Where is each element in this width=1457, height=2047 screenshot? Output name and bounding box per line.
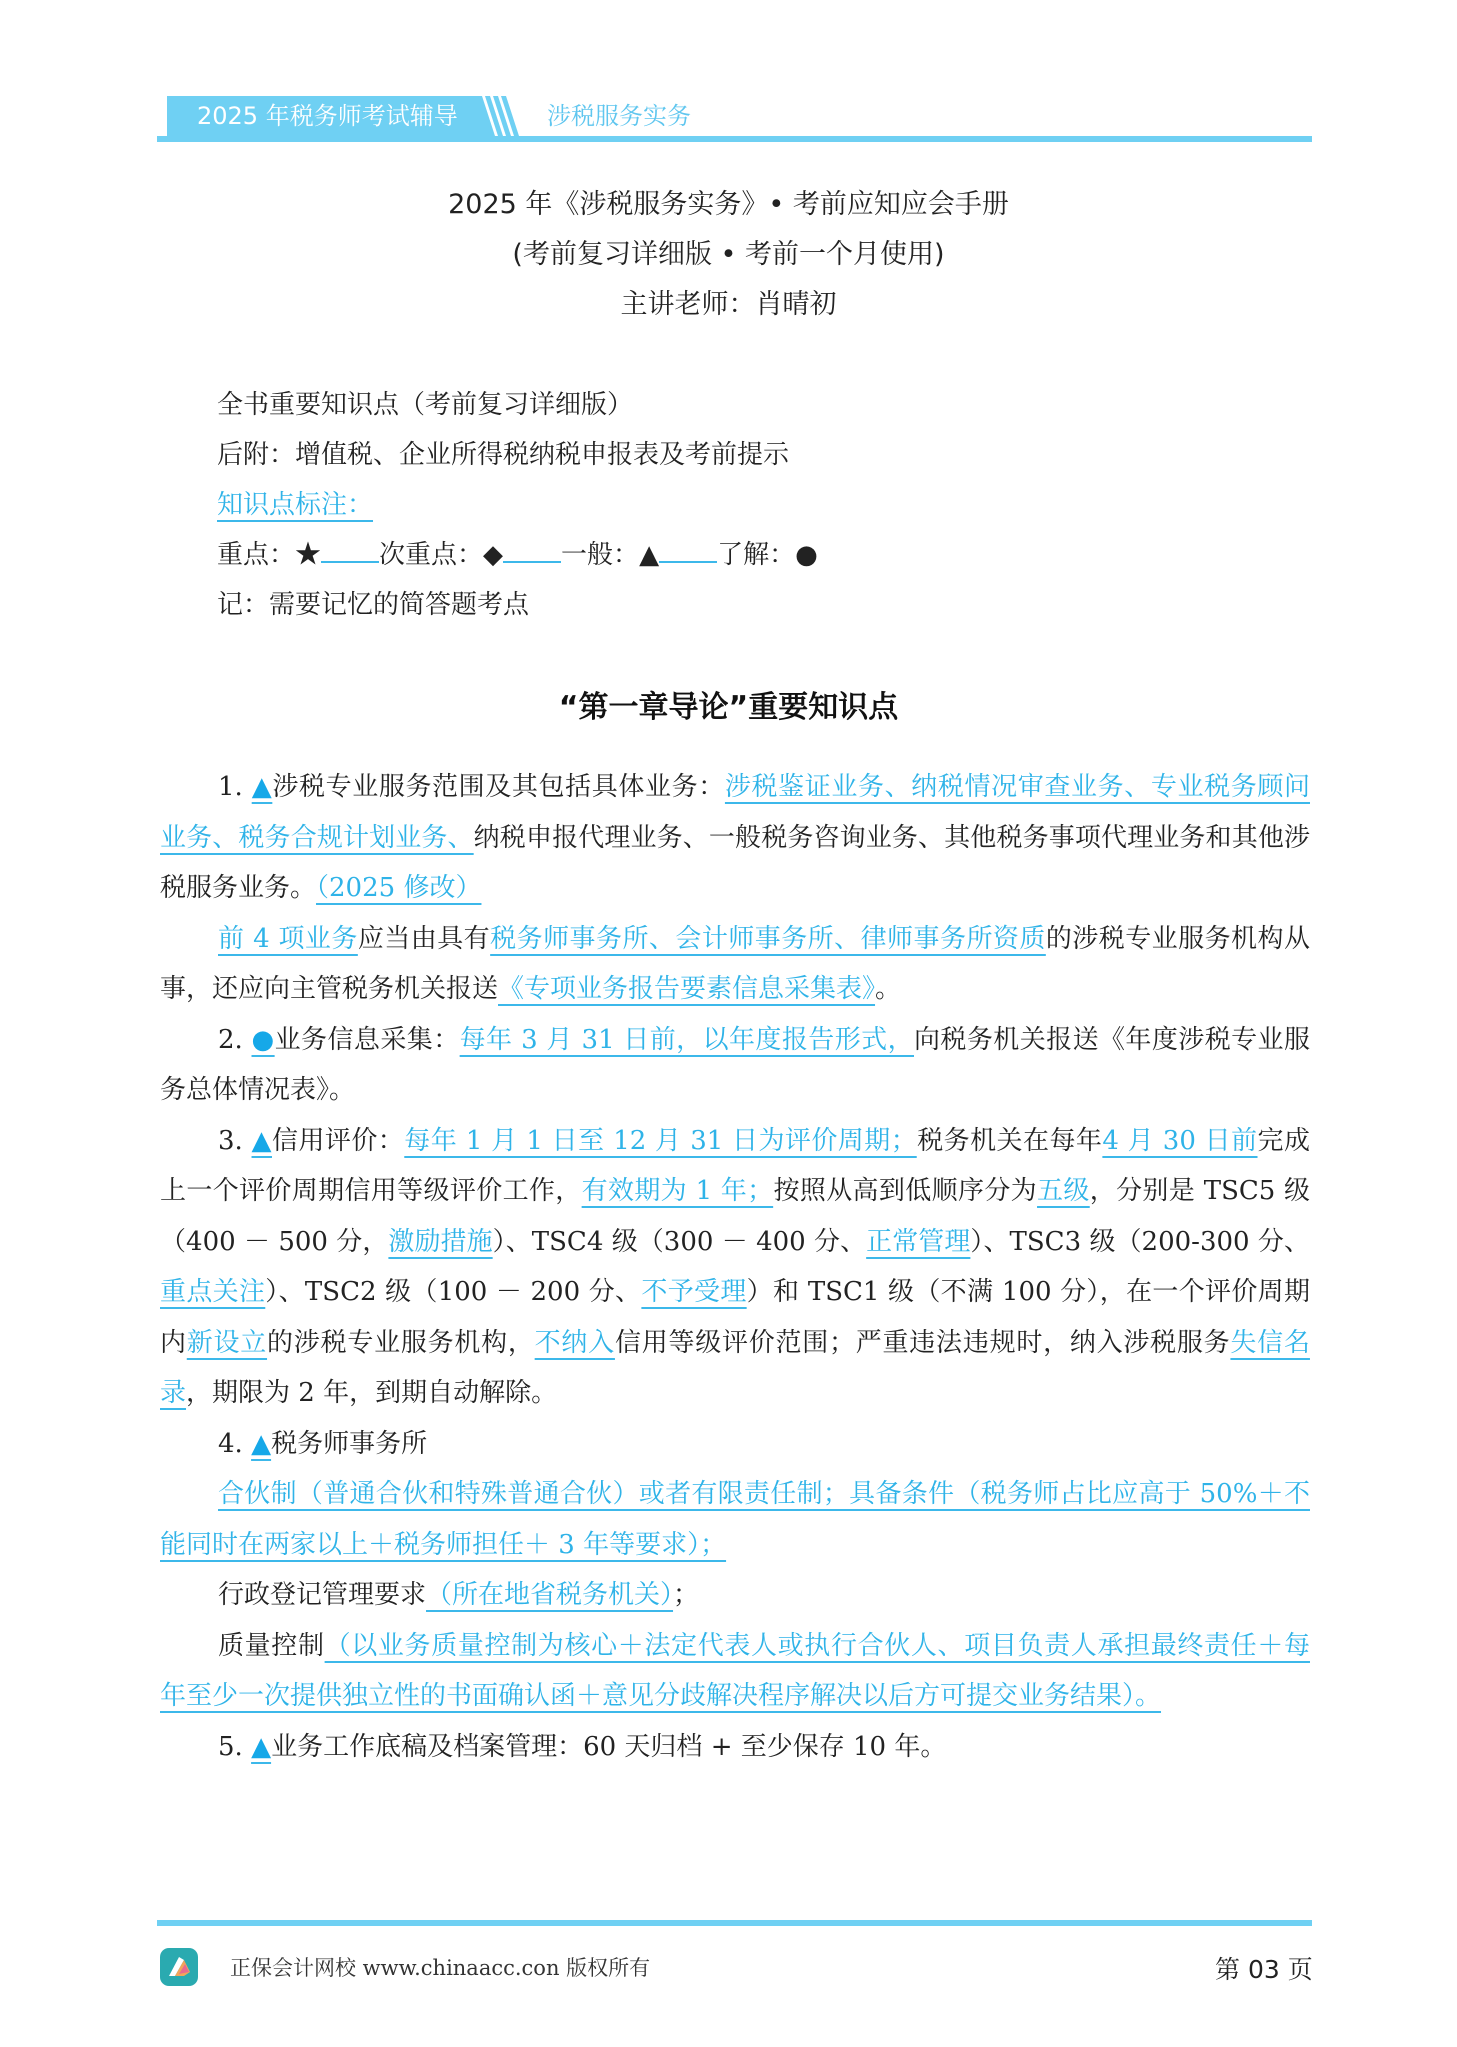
circle-icon: ● [795,540,818,570]
legend-key-label: 重点： [217,540,296,570]
knowledge-points [160,762,1310,1772]
item-3: 3. ▲信用评价：每年 1 月 1 日至 12 月 31 日为评价周期；税务机关在每年4 月 30 日前完成上一个评价周期信用等级评价工作，有效期为 1 年；按照从高到低顺序分为五级，分别是 TSC5 级（400 － 500 分，激励措施）、TSC4 级（300 － 400 分、正常管理）、TSC3 级（200-300 分、重点关注）、TSC2 级（100 － 200 分、不予受理）和 TSC1 级（不满 100 分），在一个评价周期内新设立的涉税专业服务机构，不纳入信用等级评价范围；严重违法违规时，纳入涉税服务失信名录，期限为 2 年，到期自动解除。 [160,1125,1310,1408]
triangle-icon: ▲ [251,1731,272,1762]
legend-secondary-label: 次重点： [379,540,484,570]
item-4-form: 合伙制（普通合伙和特殊普通合伙）或者有限责任制；具备条件（税务师占比应高于 50%＋不能同时在两家以上＋税务师担任＋ 3 年等要求）； [160,1479,1310,1560]
blank-line [503,539,561,563]
memo-line: 记：需要记忆的简答题考点 [217,590,530,620]
legend-heading: 知识点标注： [217,490,374,520]
document-title [0,180,1457,330]
item-1-note: 前 4 项业务应当由具有税务师事务所、会计师事务所、律师事务所资质的涉税专业服务机构从事，还应向主管税务机关报送《专项业务报告要素信息采集表》。 [160,923,1310,1004]
subject-label: 涉税服务实务 [547,102,691,130]
diamond-icon: ◆ [483,540,504,570]
item-5: 5. ▲业务工作底稿及档案管理：60 天归档 + 至少保存 10 年。 [218,1731,947,1762]
item-1: 1. ▲涉税专业服务范围及其包括具体业务：涉税鉴证业务、纳税情况审查业务、专业税务顾问业务、税务合规计划业务、纳税申报代理业务、一般税务咨询业务、其他税务事项代理业务和其他涉税服务业务。（2025 修改） [160,772,1310,903]
stripes-decoration-icon [467,96,527,136]
legend-row [217,530,818,580]
item-4-qc: 质量控制（以业务质量控制为核心＋法定代表人或执行合伙人、项目负责人承担最终责任＋每年至少一次提供独立性的书面确认函＋意见分歧解决程序解决以后方可提交业务结果）。 [160,1630,1310,1711]
lecturer-line: 主讲老师：肖晴初 [620,289,837,320]
copyright-text: 正保会计网校 www.chinaacc.con 版权所有 [230,1956,651,1980]
page-header [157,96,1312,142]
triangle-icon: ▲ [639,540,660,570]
circle-icon: ● [251,1024,275,1055]
chinaacc-logo-icon [160,1948,198,1986]
title-line-1: 2025 年《涉税服务实务》• 考前应知应会手册 [448,189,1009,220]
intro-line-1: 全书重要知识点（考前复习详细版） [217,390,634,420]
item-4-admin: 行政登记管理要求（所在地省税务机关）； [218,1580,700,1610]
series-label: 2025 年税务师考试辅导 [167,96,482,136]
legend-aware-label: 了解： [717,540,796,570]
title-line-2: (考前复习详细版 • 考前一个月使用) [512,239,945,270]
legend-general-label: 一般： [561,540,640,570]
blank-line [659,539,717,563]
triangle-icon: ▲ [251,772,273,802]
star-icon: ★ [295,540,322,570]
footer-divider [157,1920,1312,1926]
triangle-icon: ▲ [251,1428,272,1459]
header-divider [157,136,1312,142]
item-2: 2. ●业务信息采集：每年 3 月 31 日前，以年度报告形式，向税务机关报送《年度涉税专业服务总体情况表》。 [160,1024,1310,1105]
intro-section [217,380,818,630]
intro-line-2: 后附：增值税、企业所得税纳税申报表及考前提示 [217,440,790,470]
triangle-icon: ▲ [251,1125,272,1156]
chapter-title: “第一章导论”重要知识点 [558,690,899,725]
blank-line [321,539,379,563]
item-4: 4. ▲税务师事务所 [218,1428,428,1459]
page-number: 第 03 页 [1215,1955,1313,1984]
